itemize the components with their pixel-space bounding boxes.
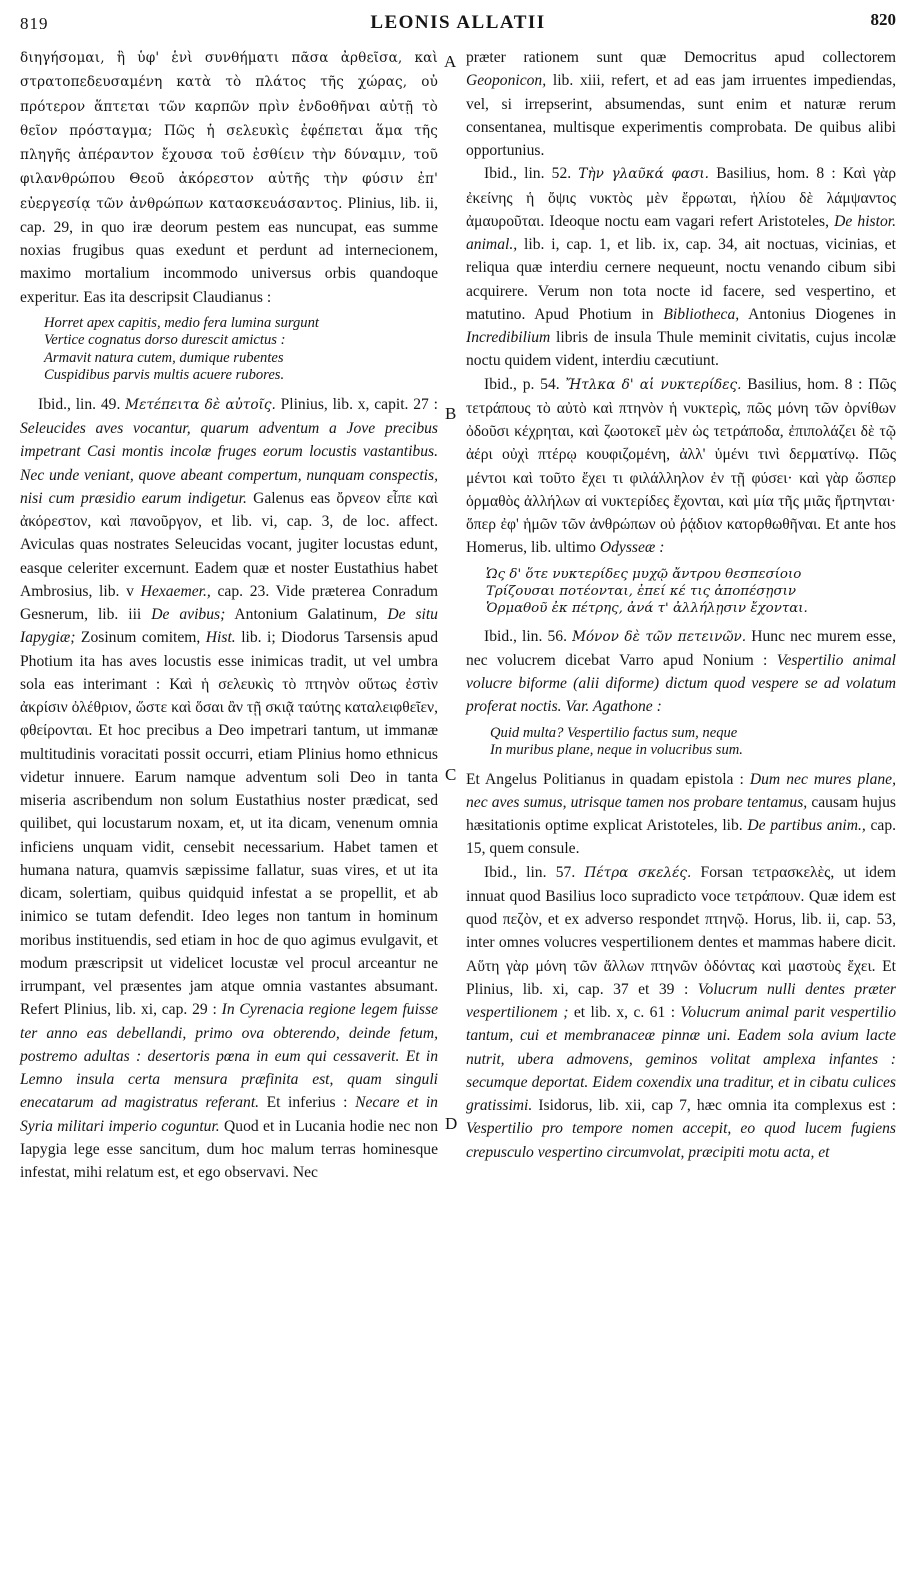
latin-text: Galenus eas ὄρνεον εἶπε καὶ ἀκόρεστον, καὶ πανοῦργον, et lib. vi, cap. 3, de loc. affect. Aviculas quas nostrates Seleucidas vocant, jugiter locustas edunt, easque celeriter excernunt. Eadem quæ et noster Eustathius habet Ambrosius, lib. v xyxy=(20,489,438,600)
right-paragraph-2 xyxy=(466,162,896,372)
quotation: Vespertilio animal volucre biforme (alii diforme) dictum quod vespere se ad volatum proferat noctis. Var. Agathone : xyxy=(466,651,896,716)
quotation: In Cyrenacia regione legem fuisse ter anno eas debellandi, primo ova obterendo, deinde fetum, postremo adultas : desertoris pœna in eum qui cessaverit. Et in Lemno insula certa mensura præfinita est, quam singuli enecatarum ad magistratus referant. xyxy=(20,1001,438,1112)
latin-text: Isidorus, lib. xii, cap 7, hæc omnia ita complexus est : xyxy=(538,1097,896,1114)
latin-text: cap. 23. Vide præterea Conradum Gesnerum, lib. iii xyxy=(20,582,438,623)
verse-line: In muribus plane, neque in volucribus sum. xyxy=(490,742,743,758)
reference: Ibid., lin. 52. xyxy=(484,165,572,183)
verse-line: Vertice cognatus dorso durescit amictus : xyxy=(44,332,286,349)
page-number-right: 820 xyxy=(870,10,896,29)
quotation: Volucrum nulli dentes præter vespertilionem ; xyxy=(466,980,896,1021)
right-paragraph-6 xyxy=(466,861,896,1164)
right-paragraph-4 xyxy=(466,625,896,719)
lemma: Τὴν γλαῦκά φασι. xyxy=(578,166,709,183)
section-marker-c: C xyxy=(445,765,457,784)
latin-text: et lib. x, c. 61 : xyxy=(573,1004,676,1021)
section-marker-b: B xyxy=(445,404,457,423)
work-title: De avibus; xyxy=(151,606,226,623)
section-marker-a: A xyxy=(444,52,457,71)
latin-text: cap. 15, quem consule. xyxy=(466,817,897,858)
reference: Ibid., lin. 49. xyxy=(38,395,121,413)
latin-text: libris de insula Thule meminit civitatis, cujus incolæ noctu quidem vident, interdiu cæcutiunt. xyxy=(466,329,896,370)
reference: Ibid., lin. 56. xyxy=(484,627,567,645)
verse-line: Ὡς δ' ὅτε νυκτερίδες μυχῷ ἄντρου θεσπεσίοιο xyxy=(486,566,802,582)
lemma: Πέτρα σκελές. xyxy=(584,864,692,881)
section-marker-d: D xyxy=(445,1114,458,1133)
verse-line: Cuspidibus parvis multis acuere rubores. xyxy=(44,367,285,384)
work-title: De histor. animal., xyxy=(466,212,896,253)
running-header xyxy=(20,6,896,36)
latin-text: Et Angelus Politianus in quadam epistola : xyxy=(466,770,744,788)
latin-text: lib. i, cap. 1, et lib. ix, cap. 34, ait noctuas, vicinias, et reliqua quæ interdiu cernere nequeunt, noctu venando cibum sibi acquirere. Verum non tota nocte id facere, sed vespertino, et matutino. Apud Photium in xyxy=(466,236,896,323)
right-paragraph-1 xyxy=(466,46,896,162)
latin-text: Quod et in Lucania hodie nec non Iapygia lege esse sancitum, dum hoc malum terras hominesque infestat, mihi relatum est, et ego observavi. Nec xyxy=(20,1117,438,1181)
right-paragraph-5 xyxy=(466,768,896,861)
work-title: De partibus anim., xyxy=(747,817,866,834)
latin-text: Basilius, hom. 8 : Πῶς τετράπους τὸ αὐτὸ καὶ πτηνὸν ἡ νυκτερὶς, πῶς μόνη τῶν ὀρνίθων ὀδοῦσι κέχρηται, καὶ ζωοτοκεῖ μὲν ὡς τετράποδα, ἐπιπολάζει δὲ τῷ ἀέρι οὐχὶ πτέρῳ κουφιζομένη, ἀλλ' ὑμένι τινὶ δερματίνῳ. Πῶς μέντοι καὶ τοῦτο ἔχει τι φιλάλληλον ἐν τῇ φύσει· καὶ γὰρ ὥσπερ ὁρμαθὸς ἀλλήλων αἱ νυκτερίδες ἔχονται, καὶ μία τῆς μιᾶς ἤρτηνται· ὅπερ ἐφ' ἡμῶν τῶν ἀνθρώπων οὐ ῥᾴδιον κατορθωθῆναι. Et ante hos Homerus, lib. ultimo xyxy=(466,375,896,557)
work-title: Odysseæ : xyxy=(599,539,665,557)
quotation: Necare et in Syria militari imperio coguntur. xyxy=(20,1094,438,1135)
left-paragraph-2 xyxy=(20,393,438,1185)
left-paragraph-1 xyxy=(20,46,438,309)
latin-text: Plinius, lib. ii, cap. 29, in quo iræ deorum pestem eas nuncupat, eas summe noxias frugibus quas exedunt et perdunt ad internecionem, maximo mortalium incommodo universus orbis quandoque experitur. Eas ita descripsit Claudianus : xyxy=(20,194,438,306)
work-title: De situ Iapygiæ; xyxy=(20,606,438,647)
verse-line: Ὁρμαθοῦ ἐκ πέτρης, ἀνά τ' ἀλλήλῃσιν ἔχονται. xyxy=(486,600,808,616)
latin-text: præter rationem sunt quæ Democritus apud collectorem xyxy=(466,49,896,66)
latin-text: lib. i; Diodorus Tarsensis apud Photium ita has aves locustis esse inimicas tradit, ut vel umbra sola eas interimant : Καὶ ἡ σελευκὶς τὸ πτηνὸν οὕτως ἐστὶν ἀκρίσιν ὀλέθριον, ὥστε καὶ ὅσαι ἂν τῇ σκιᾷ ταύτης καταλειφθεῖεν, φθείρονται. Et hoc precibus a Deo impetrari tantum, ut immanæ multitudinis voracitati possit occurri, etiam Plinius homo ethnicus videtur innuere. Earum namque adventum soli Deo in tanta miseria ascribendum non solum Eustathius noster prædicat, sed quilibet, qui locustarum noxam, et, ut ita dicam, venenum omnia inficiens unquam vidit, censebit necessarium. Habet tamen et humana natura, quamvis sæpissime fallatur, suas vires, et ut ita dicam, solertiam, quibus quidquid infestat a se propellit, et ab inimico se tutam defendit. Ideo leges non tantum in hominum moribus instituendis, sed etiam in hoc de quo agimus evulgavit, et modum præscripsit ut videlicet locustæ vel procul arceantur ne irrumpant, vel præsentes jam atque omnia vastantes absumant. Refert Plinius, lib. xi, cap. 29 : xyxy=(20,629,438,1019)
quotation: Vespertilio pro tempore nomen accepit, eo quod lucem fugiens crepusculo vespertino circumvolat, præcipiti motu acta, et xyxy=(466,1120,896,1161)
latin-text: Plinius, lib. x, capit. 27 : xyxy=(280,395,438,413)
latin-text: Basilius, hom. 8 : Καὶ γὰρ ἐκείνης ἡ ὄψις νυκτὸς μὲν ἔρρωται, ἡλίου δὲ λάμψαντος ἀμαυροῦται. Ideoque noctu eam vagari refert Aristoteles, xyxy=(466,165,896,230)
quotation: Volucrum animal parit vespertilio tantum, cui et membranaceæ pinnæ uni. Eadem sola avium lacte nutrit, ubera admovens, geminos volitat amplexa infantes : secumque deportat. Eidem coxendix una traditur, et in cibatu culices gratissimi. xyxy=(466,1004,896,1114)
work-title: Incredibilium xyxy=(466,329,551,346)
latin-text: Antonium Galatinum, xyxy=(234,606,378,623)
lemma: Ἤτλκα δ' αἱ νυκτερίδες. xyxy=(565,376,742,393)
homer-verse xyxy=(486,566,896,617)
reference: Ibid., p. 54. xyxy=(484,375,560,393)
greek-quotation: διηγήσομαι, ἣ ὑφ' ἑνὶ συνθήματι πᾶσα ἀρθεῖσα, καὶ στρατοπεδευσαμένη κατὰ τὸ πλάτος τῆς χώρας, οὐ πρότερον ἅπτεται τῶν καρπῶν πρὶν ἐνδοθῆναι αὐτῇ τὸ θεῖον πρόσταγμα; Πῶς ἡ σελευκὶς ἐφέπεται ἅμα τῆς πληγῆς ἀπέραντον ἔχουσα τοῦ ἐσθίειν τὴν δύναμιν, τοῦ φιλανθρώπου Θεοῦ ἀκόρεστον αὐτῆς τὴν φύσιν ἐπ' εὐεργεσίᾳ τῶν ἀνθρώπων κατασκευάσαντος. xyxy=(20,50,438,212)
left-column xyxy=(20,46,438,1184)
latin-text: Zosinum comitem, xyxy=(80,629,201,647)
work-title: Hexaemer., xyxy=(140,582,211,600)
lemma: Μόνον δὲ τῶν πετεινῶν. xyxy=(572,628,747,645)
work-title: Geoponicon, xyxy=(466,72,547,90)
verse-line: Τρίζουσαι ποτέονται, ἐπεί κέ τις ἀποπέσῃσιν xyxy=(486,583,796,599)
latin-text: Et inferius : xyxy=(266,1094,348,1112)
quotation: Seleucides aves vocantur, quarum adventum a Jove precibus impetrant Casi montis incolæ fruges eorum locustis vastantibus. Nec unde veniant, quove abeant compertum, nunquam conspectis, nisi cum præsidio earum indigetur. xyxy=(20,420,438,507)
work-title: Hist. xyxy=(205,629,236,647)
reference: Ibid., lin. 57. xyxy=(484,863,576,881)
latin-text: causam hujus hæsitationis optime explicat Aristoteles, lib. xyxy=(466,793,896,834)
latin-text: Antonius Diogenes in xyxy=(748,305,896,323)
quotation: Dum nec mures plane, nec aves sumus, utrisque tamen nos probare tentamus, xyxy=(466,770,896,811)
verse-line: Horret apex capitis, medio fera lumina surgunt xyxy=(44,314,319,331)
latin-text: Hunc nec murem esse, nec volucrem dicebat Varro apud Nonium : xyxy=(466,627,896,669)
latin-text: Forsan τετρασκελὲς, ut idem innuat quod Basilius loco supradicto voce τετράπουν. Quæ idem est quod πεζὸν, et ex adverso respondet πτηνῷ. Horus, lib. ii, cap. 53, inter omnes volucres vespertilionem dentes et mammas habere dicit. Αὕτη γὰρ μόνη τῶν ἄλλων πτηνῶν ὀδόντας καὶ μαστοὺς ἔχει. Et Plinius, lib. xi, cap. 37 et 39 : xyxy=(466,863,896,998)
page-number-left: 819 xyxy=(20,14,49,33)
verse-line: Armavit natura cutem, dumique rubentes xyxy=(44,349,284,366)
varro-verse xyxy=(490,725,896,760)
verse-line: Quid multa? Vespertilio factus sum, neque xyxy=(490,724,738,741)
latin-text: lib. xiii, refert, et ad eas jam irruentes impediendas, vel, si irrepserint, absumendas, sunt enim et naturæ rerum consentanea, multisque experimentis comprobata. De quibus alibi opportunius. xyxy=(466,72,896,159)
work-title: Bibliotheca, xyxy=(663,305,740,323)
right-column xyxy=(466,46,896,1164)
lemma: Μετέπειτα δὲ αὐτοῖς. xyxy=(125,396,276,413)
claudian-verse xyxy=(44,315,438,385)
right-paragraph-3 xyxy=(466,373,896,560)
running-title: LEONIS ALLATII xyxy=(370,12,546,33)
